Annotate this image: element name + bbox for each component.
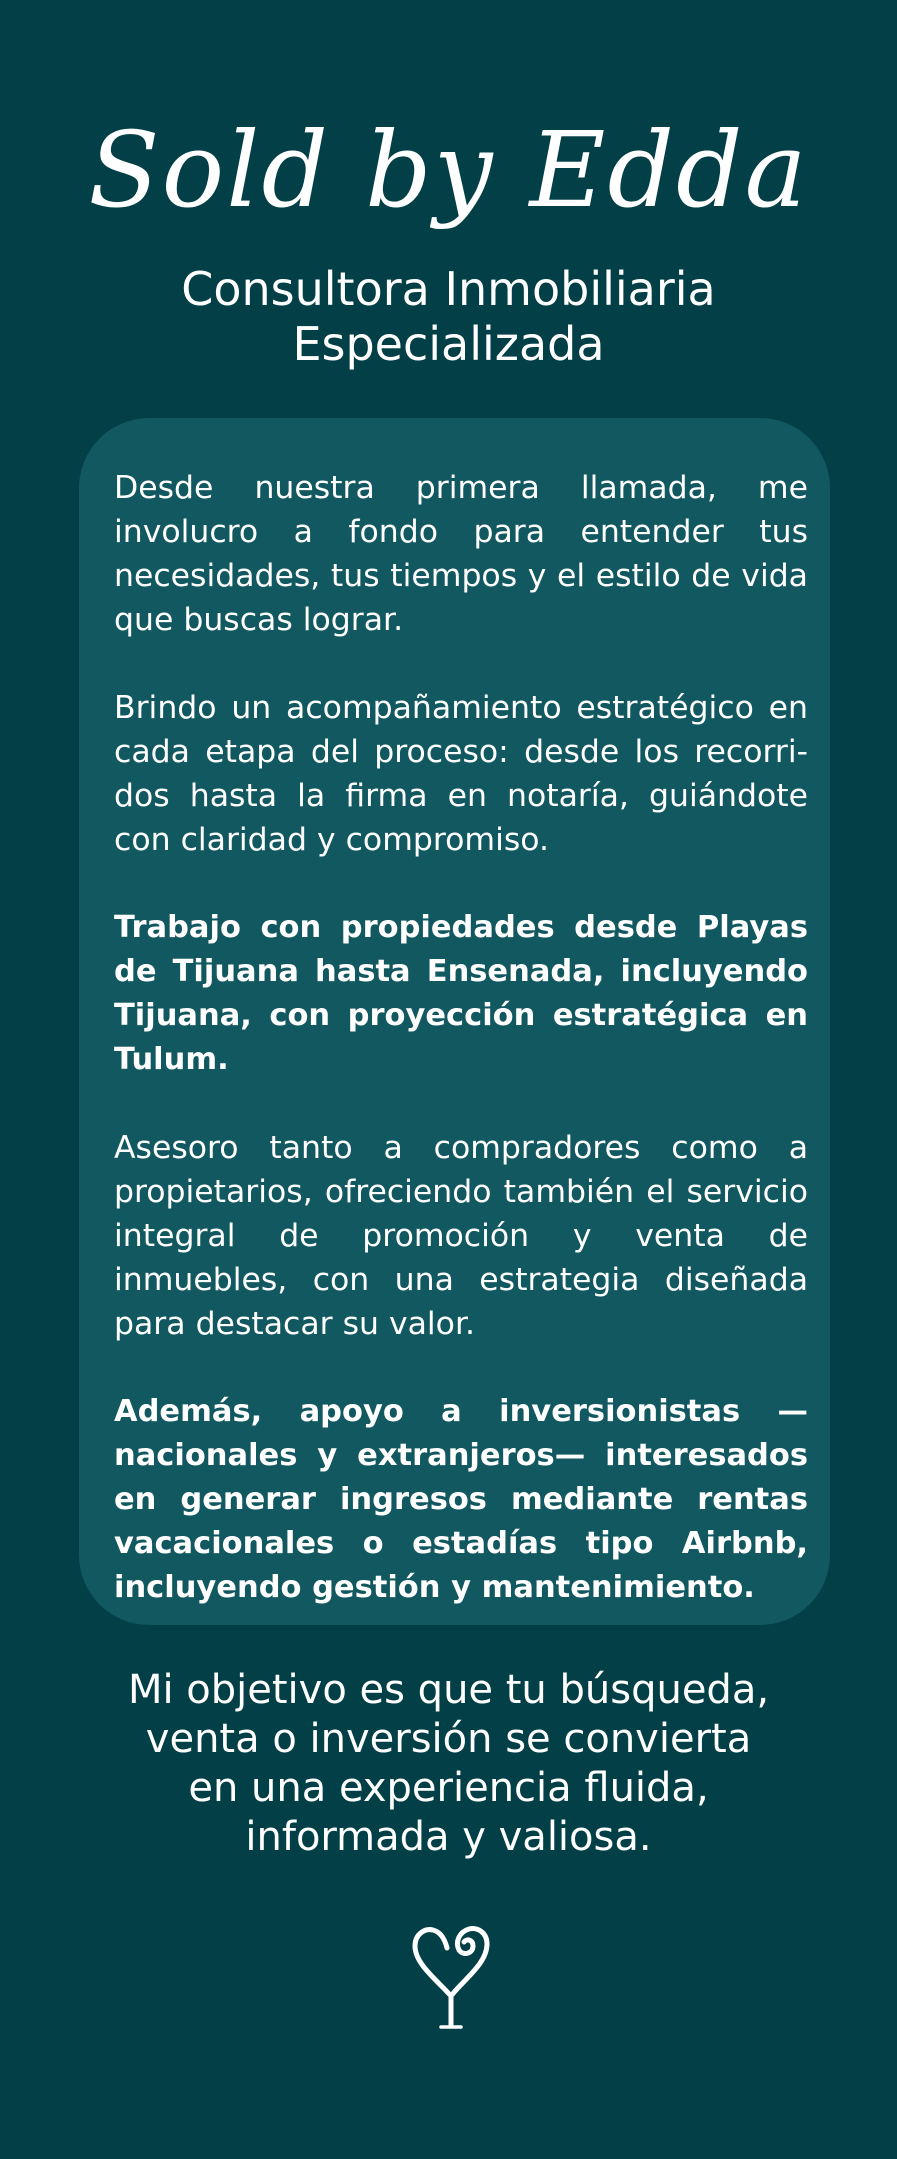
tagline-line-2: Especializada [292,317,605,371]
intro-paragraph: Desde nuestra primera llamada, me involucro a fondo para entender tus necesidades, tus tiempos y el estilo de vida que buscas lograr. [114,470,808,638]
closing-line-1: Mi objetivo es que tu búsqueda, [127,1667,770,1713]
heart-y-monogram-icon [411,1924,491,2030]
clients-paragraph: Asesoro tanto a compradores como a propietarios, ofreciendo también el servicio integral de promoción y venta de inmuebles, con una estrategia diseñada para destacar su valor. [114,1130,808,1342]
tagline-line-1: Consultora Inmobiliaria [181,262,716,316]
process-paragraph: Brindo un acompañamiento estratégico en cada etapa del proceso: desde los recorridos hasta la firma en notaría, guiándote con claridad y compromiso. [114,690,808,858]
investors-paragraph: Además, apoyo a inversionistas —nacionales y extranjeros— interesados en generar ingresos mediante rentas vacacionales o estadías tipo Airbnb, incluyendo gestión y mantenimiento. [114,1394,808,1605]
closing-line-4: informada y valiosa. [245,1814,652,1860]
brand-tagline [0,262,897,372]
closing-line-2: venta o inversión se convierta [145,1716,752,1762]
brand-logotype: Sold by Edda [88,109,809,231]
closing-statement [0,1666,897,1862]
closing-line-3: en una experiencia fluida, [188,1765,709,1811]
coverage-paragraph: Trabajo con propiedades desde Playas de Tijuana hasta Ensenada, incluyendo Tijuana, con proyección estratégica en Tulum. [114,910,808,1077]
services-card [79,418,830,1625]
